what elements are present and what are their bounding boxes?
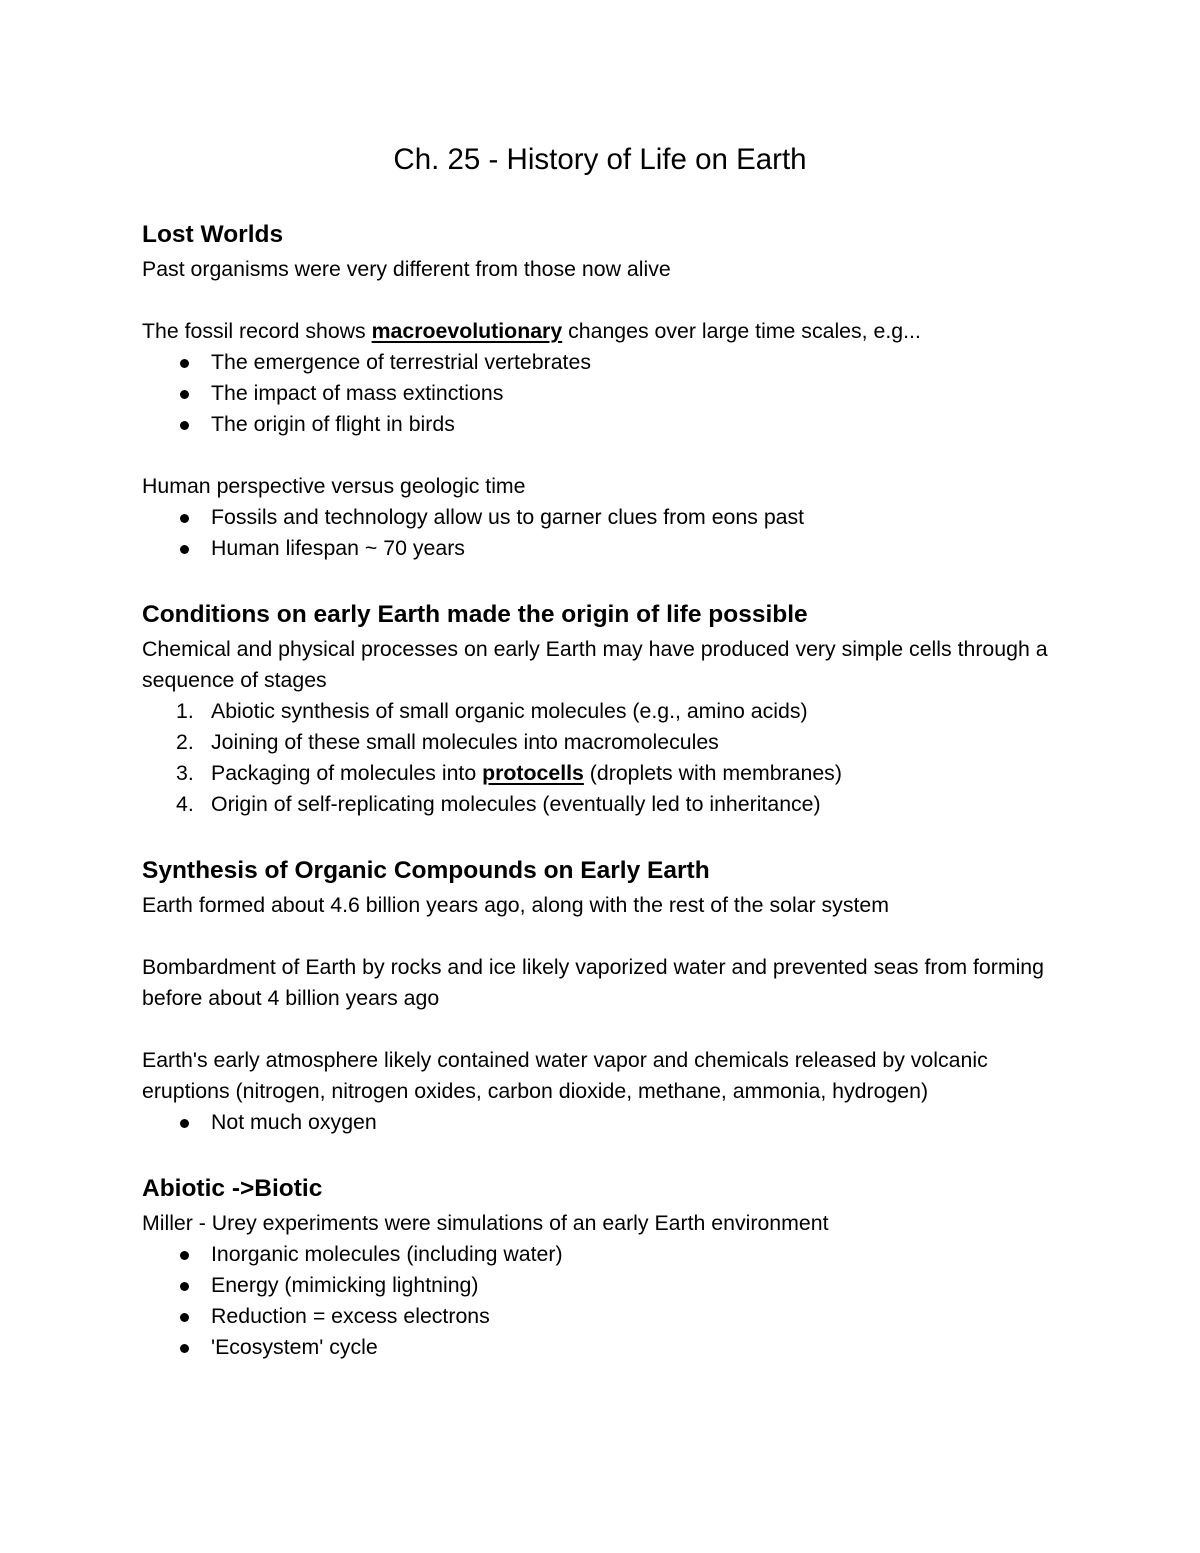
list-item: The emergence of terrestrial vertebrates [142,347,1072,378]
list-item: Not much oxygen [142,1107,1072,1138]
list-item [142,758,1072,789]
list-item: Energy (mimicking lightning) [142,1270,1072,1301]
list-item: The origin of flight in birds [142,409,1072,440]
bullet-list-oxygen [142,1107,1072,1138]
spacer [142,285,1072,316]
bullet-list-fossil [142,347,1072,440]
heading-abiotic-biotic: Abiotic ->Biotic [142,1175,323,1202]
heading-lost-worlds: Lost Worlds [142,221,284,248]
document-body [142,216,1072,1363]
list-item [142,789,1072,820]
heading-conditions: Conditions on early Earth made the origin of life possible [142,601,808,628]
spacer [142,440,1072,471]
bullet-list-miller-urey [142,1239,1072,1363]
list-item-text: Origin of self-replicating molecules (eventually led to inheritance) [211,792,821,816]
term-macroevolutionary: macroevolutionary [371,319,563,343]
paragraph-past-organisms: Past organisms were very different from those now alive [142,257,671,281]
heading-synthesis: Synthesis of Organic Compounds on Early Earth [142,857,710,884]
list-number: 1. [176,699,194,723]
list-item [142,696,1072,727]
list-item [142,727,1072,758]
paragraph-fossil-record [142,316,1072,347]
list-item-text: Joining of these small molecules into macromolecules [211,730,719,754]
paragraph-bombardment: Bombardment of Earth by rocks and ice likely vaporized water and prevented seas from forming before about 4 billion years ago [142,955,1044,1010]
bullet-list-perspective [142,502,1072,564]
spacer [142,921,1072,952]
list-item: The impact of mass extinctions [142,378,1072,409]
text-fragment: changes over large time scales, e.g... [562,319,921,343]
list-item: Human lifespan ~ 70 years [142,533,1072,564]
list-item: 'Ecosystem' cycle [142,1332,1072,1363]
list-item-text: Abiotic synthesis of small organic molecules (e.g., amino acids) [211,699,808,723]
paragraph-human-perspective: Human perspective versus geologic time [142,474,526,498]
list-item: Inorganic molecules (including water) [142,1239,1072,1270]
text-fragment: The fossil record shows [142,319,372,343]
list-number: 3. [176,761,194,785]
page-title: Ch. 25 - History of Life on Earth [393,143,807,176]
term-protocells: protocells [482,761,584,785]
list-number: 2. [176,730,194,754]
spacer [142,1014,1072,1045]
paragraph-chemical-processes: Chemical and physical processes on early Earth may have produced very simple cells through a sequence of stages [142,637,1048,692]
paragraph-earth-formed: Earth formed about 4.6 billion years ago, along with the rest of the solar system [142,893,889,917]
list-item: Fossils and technology allow us to garner clues from eons past [142,502,1072,533]
text-fragment: Packaging of molecules into [211,761,483,785]
numbered-list-stages [142,696,1072,820]
list-number: 4. [176,792,194,816]
paragraph-early-atmosphere: Earth's early atmosphere likely contained water vapor and chemicals released by volcanic eruptions (nitrogen, nitrogen oxides, carbon dioxide, methane, ammonia, hydrogen) [142,1048,988,1103]
paragraph-miller-urey: Miller - Urey experiments were simulations of an early Earth environment [142,1211,829,1235]
list-item: Reduction = excess electrons [142,1301,1072,1332]
text-fragment: (droplets with membranes) [583,761,842,785]
